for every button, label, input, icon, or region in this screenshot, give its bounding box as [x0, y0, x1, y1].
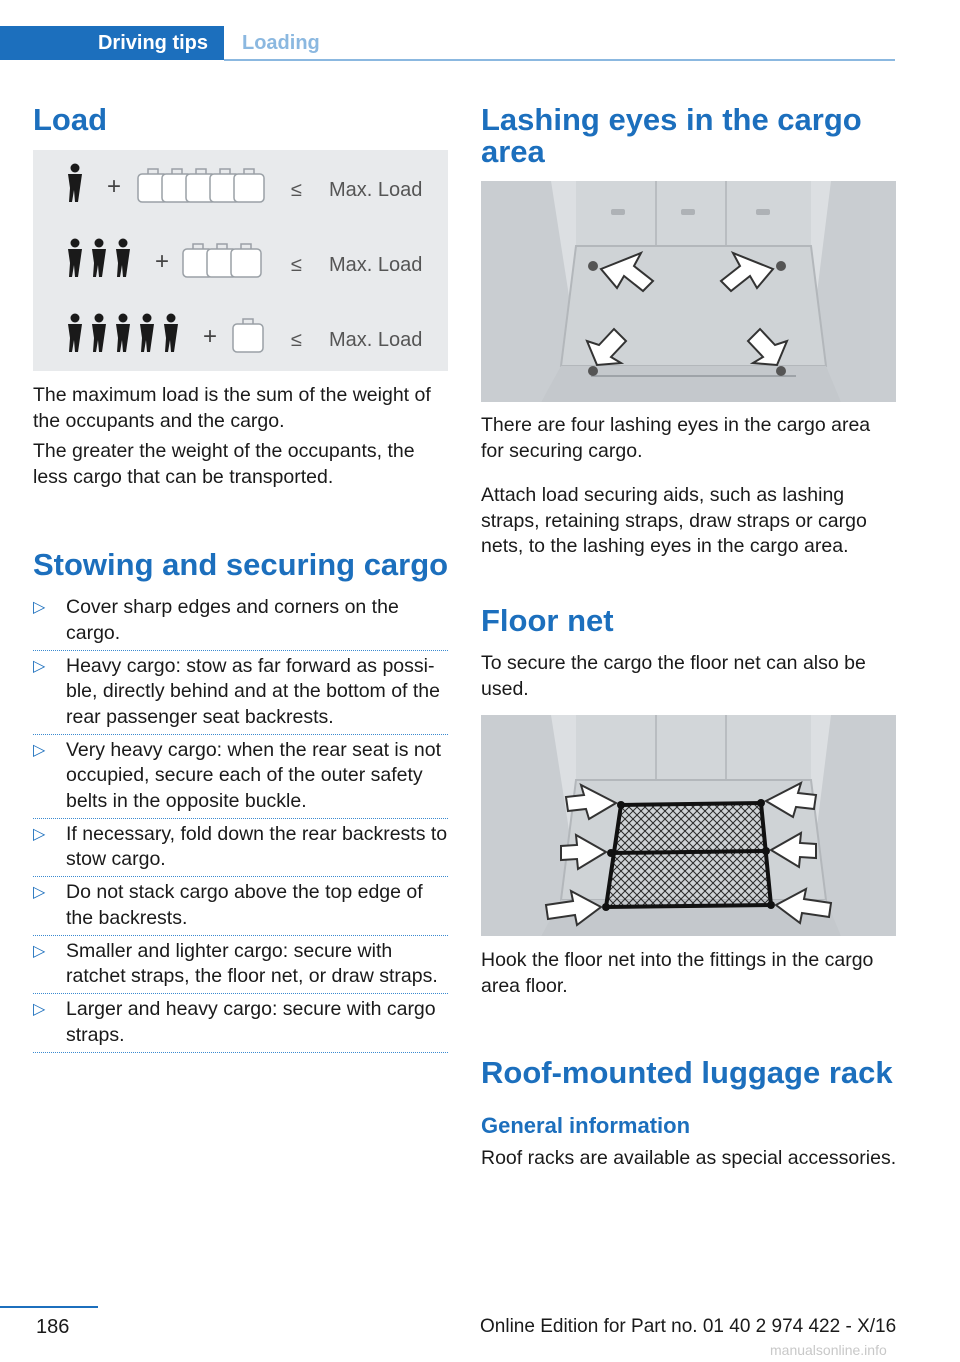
floor-net-illustration: [481, 715, 896, 936]
lashing-paragraph-2: Attach load securing aids, such as lashing straps, retaining straps, draw straps or cargo nets, to the lashing eyes in the cargo area.: [481, 484, 867, 557]
stowing-step-text: Do not stack cargo above the top edge of the backrests.: [66, 881, 423, 929]
load-row: [68, 314, 422, 353]
edition-line: Online Edition for Part no. 01 40 2 974 422 - X/16: [480, 1316, 897, 1337]
plus-sign: +: [203, 323, 218, 350]
stowing-step: [33, 997, 448, 1048]
bullet-triangle-icon: ▷: [33, 942, 46, 960]
load-heading: Load: [33, 102, 108, 137]
load-row: [68, 239, 422, 278]
stowing-step: [33, 738, 448, 815]
footer-rule: [0, 1306, 98, 1308]
floor-net-paragraph-1: To secure the cargo the floor net can also be used.: [481, 652, 866, 700]
stowing-steps-list: [33, 595, 448, 1056]
max-load-label: Max. Load: [329, 254, 423, 276]
header-rule: [224, 59, 895, 61]
cargo-area-illustration: [481, 181, 896, 402]
stowing-step-text: Very heavy cargo: when the rear seat is not occupied, secure each of the outer safety belts in the opposite buckle.: [66, 738, 442, 812]
tab-loading[interactable]: Loading: [242, 31, 320, 54]
max-load-diagram: [33, 150, 448, 371]
stowing-step: [33, 822, 448, 873]
max-load-label: Max. Load: [329, 329, 423, 351]
general-information-heading: General information: [481, 1113, 691, 1138]
floor-net-heading: Floor net: [481, 603, 614, 638]
stowing-step: [33, 654, 448, 731]
stowing-heading: Stowing and securing cargo: [33, 547, 449, 582]
watermark: manualsonline.info: [770, 1342, 887, 1358]
load-paragraph-2: The greater the weight of the occupants, the less cargo that can be transported.: [33, 440, 415, 488]
plus-sign: +: [155, 248, 170, 275]
load-paragraph-1: The maximum load is the sum of the weight of the occupants and the cargo.: [33, 384, 431, 432]
bullet-triangle-icon: ▷: [33, 599, 46, 616]
page-number: 186: [36, 1316, 70, 1338]
stowing-step-text: Heavy cargo: stow as far forward as possi‐ble, directly behind and at the bottom of the rear passenger seat backrests.: [66, 654, 440, 728]
leq-sign: ≤: [291, 254, 302, 276]
stowing-step: [33, 880, 448, 931]
lashing-heading: Lashing eyes in the cargo area: [481, 102, 862, 169]
leq-sign: ≤: [291, 179, 302, 201]
lashing-eyes-figure: [481, 181, 896, 402]
stowing-step: [33, 939, 448, 990]
leq-sign: ≤: [291, 329, 302, 351]
max-load-label: Max. Load: [329, 179, 423, 201]
stowing-step: [33, 595, 448, 646]
stowing-step-text: If necessary, fold down the rear backrests to stow cargo.: [66, 822, 448, 870]
roof-rack-heading: Roof-mounted luggage rack: [481, 1055, 893, 1090]
tab-driving-tips[interactable]: Driving tips: [0, 26, 224, 60]
stowing-step-text: Larger and heavy cargo: secure with cargo straps.: [66, 998, 436, 1046]
bullet-triangle-icon: ▷: [33, 825, 46, 843]
bullet-triangle-icon: ▷: [33, 1001, 46, 1018]
lashing-paragraph-1: There are four lashing eyes in the cargo area for securing cargo.: [481, 414, 871, 462]
plus-sign: +: [107, 173, 122, 200]
floor-net-paragraph-2: Hook the floor net into the fittings in the cargo area floor.: [481, 949, 874, 997]
floor-net-figure: [481, 715, 896, 936]
max-load-figure: [33, 150, 448, 371]
bullet-triangle-icon: ▷: [33, 741, 46, 759]
stowing-step-text: Cover sharp edges and corners on the cargo.: [66, 596, 399, 644]
bullet-triangle-icon: ▷: [33, 657, 46, 675]
load-row: [68, 164, 422, 203]
stowing-step-text: Smaller and lighter cargo: secure with ratchet straps, the floor net, or draw straps.: [66, 939, 438, 987]
header-bar: [0, 0, 895, 62]
general-information-paragraph: Roof racks are available as special accessories.: [481, 1147, 897, 1169]
bullet-triangle-icon: ▷: [33, 884, 46, 901]
